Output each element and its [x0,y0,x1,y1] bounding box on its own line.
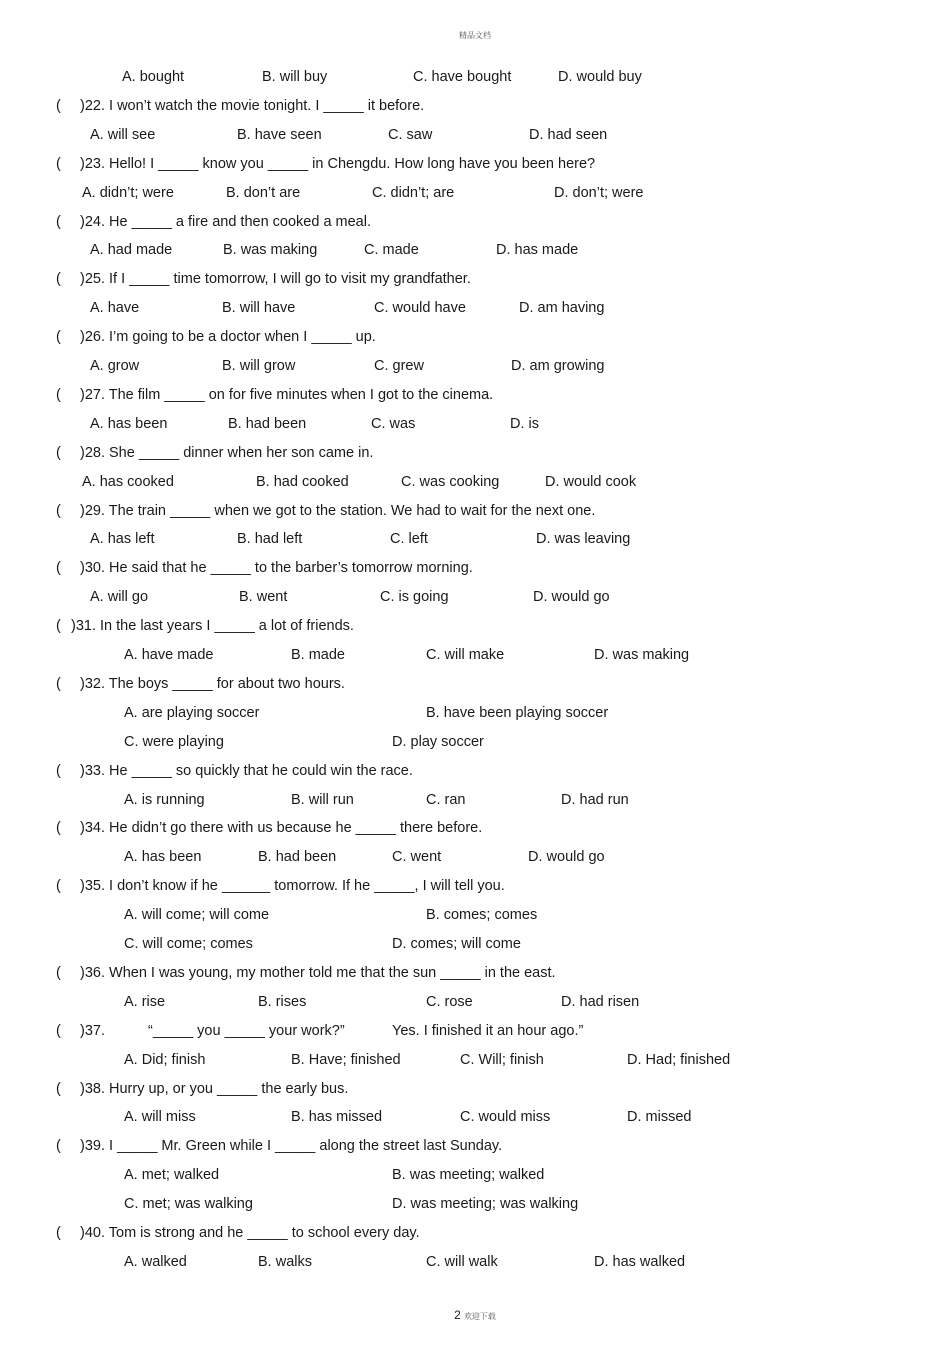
question-row [0,557,950,579]
option-text: D. would go [533,589,610,606]
question-row [0,268,950,290]
answer-bracket: ( [56,97,61,114]
option-text: B. will run [291,791,354,808]
option-text: A. have [90,300,140,317]
question-row [0,1222,950,1244]
option-text: D. comes; will come [392,936,521,952]
options-row [0,182,950,204]
answer-bracket: ( [56,560,61,577]
option-text: B. had been [228,415,307,432]
footer-text: 欢迎下载 [463,1312,496,1321]
question-row [0,1135,950,1157]
answer-bracket: ( [56,502,61,519]
option-text: A. met; walked [124,1167,220,1184]
option-text: C. would miss [460,1109,551,1126]
option-text: B. went [239,589,288,606]
options-row [0,1193,950,1215]
option-text: B. will buy [262,69,328,85]
option-text: B. had been [258,849,337,866]
answer-bracket: ( [56,1022,61,1039]
option-text: C. will walk [426,1253,498,1270]
option-text: D. would buy [558,69,642,85]
option-text: C. went [392,849,442,866]
option-text: D. don’t; were [554,184,644,201]
option-text: D. would cook [545,473,637,490]
option-text: A. has been [124,849,202,866]
page-number: 2 [454,1308,461,1322]
options-row [0,586,950,608]
options-row [0,471,950,493]
option-text: C. will come; comes [124,936,253,952]
option-text: A. grow [90,358,140,374]
answer-bracket: ( [56,329,61,346]
question-text: )28. She _____ dinner when her son came in. [80,444,374,461]
option-text: B. was meeting; walked [392,1167,545,1184]
options-row [0,789,950,811]
answer-bracket: ( [56,618,61,635]
question-text: )25. If I _____ time tomorrow, I will go to visit my grandfather. [80,271,471,288]
option-text: D. had seen [529,126,608,143]
option-text: A. has cooked [82,473,174,490]
answer-bracket: ( [56,878,61,895]
answer-bracket: ( [56,1138,61,1155]
options-row [0,66,950,88]
question-text: )34. He didn’t go there with us because he _____ there before. [80,820,483,837]
question-row [0,153,950,175]
option-text: D. has made [496,242,579,259]
option-text: Yes. I finished it an hour ago.” [392,1022,584,1039]
page-header: 精品文档 [459,31,491,40]
question-row [0,1020,950,1042]
option-text: B. will grow [222,358,296,374]
option-text: C. rose [426,993,473,1010]
answer-bracket: ( [56,271,61,288]
question-text: )22. I won’t watch the movie tonight. I _____ it before. [80,97,425,114]
question-row [0,95,950,117]
option-text: B. have been playing soccer [426,704,609,721]
answer-bracket: ( [56,1225,61,1241]
question-row [0,500,950,522]
question-row [0,384,950,406]
option-text: A. has left [90,531,155,548]
option-text: A. is running [124,791,205,808]
answer-bracket: ( [56,675,61,692]
question-text: )23. Hello! I _____ know you _____ in Chengdu. How long have you been here? [80,155,596,172]
option-text: A. had made [90,242,173,259]
options-row [0,1251,950,1273]
question-text: )35. I don’t know if he ______ tomorrow. If he _____, I will tell you. [80,878,505,895]
option-text: B. was making [223,242,318,259]
question-text: )36. When I was young, my mother told me that the sun _____ in the east. [80,964,556,981]
question-text: )24. He _____ a fire and then cooked a meal. [80,213,371,230]
option-text: C. have bought [413,69,512,85]
option-text: D. am growing [511,358,605,374]
question-row [0,875,950,897]
options-row [0,355,950,377]
options-row [0,846,950,868]
question-text: )32. The boys _____ for about two hours. [80,675,345,692]
option-text: C. were playing [124,733,224,750]
question-text: )37. [80,1022,105,1039]
options-row [0,239,950,261]
option-text: C. will make [426,647,505,663]
option-text: A. will miss [124,1109,196,1126]
option-text: B. had cooked [256,473,349,490]
options-row [0,124,950,146]
option-text: A. Did; finish [124,1051,206,1068]
option-text: D. is [510,415,539,432]
question-row [0,673,950,695]
question-text: )38. Hurry up, or you _____ the early bus. [80,1080,349,1097]
option-text: D. was meeting; was walking [392,1196,579,1213]
question-text: )27. The film _____ on for five minutes when I got to the cinema. [80,386,494,403]
option-text: C. ran [426,791,466,808]
option-text: D. was making [594,647,690,663]
option-text: C. Will; finish [460,1051,544,1068]
answer-bracket: ( [56,820,61,837]
option-text: A. didn’t; were [82,184,174,201]
option-text: C. made [364,242,419,259]
option-text: A. are playing soccer [124,704,260,721]
option-text: B. rises [258,993,307,1010]
question-text: )39. I _____ Mr. Green while I _____ along the street last Sunday. [80,1138,503,1155]
answer-bracket: ( [56,386,61,403]
options-row [0,644,950,666]
option-text: A. will go [90,589,149,606]
option-text: C. is going [380,589,449,606]
options-row [0,297,950,319]
question-text: )30. He said that he _____ to the barber’s tomorrow morning. [80,560,473,577]
option-text: B. have seen [237,126,322,143]
options-row [0,933,950,955]
answer-bracket: ( [56,444,61,461]
option-text: A. walked [124,1253,187,1270]
option-text: A. will see [90,126,156,143]
option-text: C. didn’t; are [372,184,455,201]
option-text: D. had risen [561,993,640,1010]
question-row [0,962,950,984]
question-text: )33. He _____ so quickly that he could win the race. [80,762,413,779]
options-row [0,702,950,724]
options-row [0,731,950,753]
option-text: A. will come; will come [124,907,270,924]
question-row [0,615,950,637]
question-text: )40. Tom is strong and he _____ to school every day. [80,1225,420,1241]
options-row [0,1164,950,1186]
answer-bracket: ( [56,1080,61,1097]
option-text: D. play soccer [392,733,484,750]
answer-bracket: ( [56,964,61,981]
option-text: D. was leaving [536,531,631,548]
option-text: B. had left [237,531,303,548]
page-footer [0,1308,950,1322]
question-text: )29. The train _____ when we got to the station. We had to wait for the next one. [80,502,596,519]
option-text: A. have made [124,647,214,663]
option-text: C. would have [374,300,466,317]
option-text: A. rise [124,993,166,1010]
option-text: B. made [291,647,345,663]
options-row [0,528,950,550]
answer-bracket: ( [56,213,61,230]
question-text: )26. I’m going to be a doctor when I _____ up. [80,329,376,346]
options-row [0,1049,950,1071]
option-text: A. bought [122,69,185,85]
answer-bracket: ( [56,762,61,779]
option-text: B. comes; comes [426,907,538,924]
option-text: B. Have; finished [291,1051,401,1068]
option-text: B. will have [222,300,296,317]
option-text: C. met; was walking [124,1196,253,1213]
option-text: C. saw [388,126,433,143]
option-text: C. was [371,415,416,432]
option-text: C. grew [374,358,424,374]
options-row [0,991,950,1013]
option-text: A. has been [90,415,168,432]
option-text: D. would go [528,849,605,866]
question-row [0,326,950,348]
question-text: )31. In the last years I _____ a lot of friends. [71,618,354,635]
option-text: C. was cooking [401,473,500,490]
question-row [0,1078,950,1100]
option-text: C. left [390,531,428,548]
option-text: B. walks [258,1253,312,1270]
question-row [0,817,950,839]
question-row [0,760,950,782]
option-text: B. has missed [291,1109,383,1126]
options-row [0,1106,950,1128]
option-text: B. don’t are [226,184,301,201]
option-text: D. missed [627,1109,692,1126]
option-text: D. has walked [594,1253,686,1270]
option-text: D. had run [561,791,629,808]
question-row [0,211,950,233]
option-text: D. am having [519,300,605,317]
options-row [0,904,950,926]
answer-bracket: ( [56,155,61,172]
option-text: D. Had; finished [627,1051,731,1068]
options-row [0,413,950,435]
question-row [0,442,950,464]
option-text: “_____ you _____ your work?” [148,1022,345,1039]
